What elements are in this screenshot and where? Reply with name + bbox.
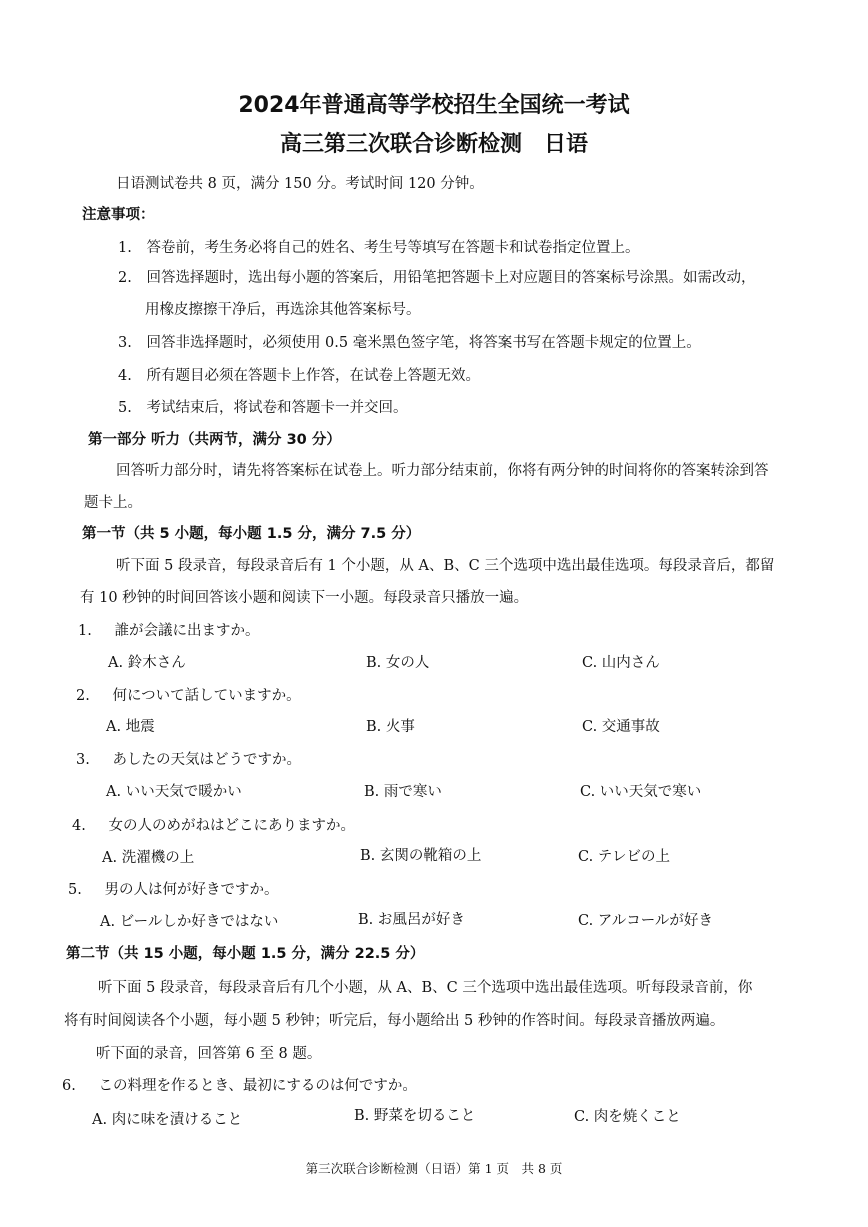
section2-heading: 第二节（共 15 小题，每小题 1.5 分，满分 22.5 分） — [66, 946, 425, 962]
note-item-4 — [118, 364, 480, 385]
question-5 — [68, 878, 278, 899]
section2-desc-line2: 将有时间阅读各个小题，每小题 5 秒钟；听完后，每小题给出 5 秒钟的作答时间。每段录音播放两遍。 — [64, 1013, 725, 1029]
question-number: 3. — [76, 752, 90, 768]
q6-option-a: A. 肉に味を漬けること — [92, 1112, 243, 1128]
section2-desc-line1: 听下面 5 段录音，每段录音后有几个小题，从 A、B、C 三个选项中选出最佳选项。听每段录音前，你 — [98, 980, 753, 996]
question-text: 何について話していますか。 — [112, 688, 301, 704]
page-title-line2: 高三第三次联合诊断检测 日语 — [279, 132, 588, 157]
note-number: 5. — [118, 400, 132, 416]
note-number: 4. — [118, 368, 132, 384]
section1-heading: 第一节（共 5 小题，每小题 1.5 分，满分 7.5 分） — [82, 526, 421, 542]
q2-option-b: B. 火事 — [366, 719, 415, 735]
note-item-2 — [118, 266, 755, 287]
question-number: 5. — [68, 882, 82, 898]
section2-sub-instruction: 听下面的录音，回答第 6 至 8 题。 — [96, 1046, 322, 1062]
q4-option-a: A. 洗濯機の上 — [102, 850, 195, 866]
question-number: 1. — [78, 623, 92, 639]
question-6 — [62, 1074, 417, 1095]
q3-option-b: B. 雨で寒い — [364, 784, 442, 800]
q6-option-b: B. 野菜を切ること — [354, 1108, 476, 1124]
q4-option-c: C. テレビの上 — [578, 849, 671, 865]
note-item-2-continued: 用橡皮擦擦干净后，再选涂其他答案标号。 — [145, 302, 421, 318]
q1-option-a: A. 鈴木さん — [108, 655, 186, 671]
note-item-3 — [118, 331, 701, 352]
note-item-1 — [118, 236, 639, 257]
q5-option-b: B. お風呂が好き — [358, 912, 465, 928]
question-4 — [72, 814, 355, 835]
question-number: 2. — [76, 688, 90, 704]
question-text: 女の人のめがねはどこにありますか。 — [108, 818, 355, 834]
part1-heading: 第一部分 听力（共两节，满分 30 分） — [88, 432, 341, 448]
question-number: 6. — [62, 1078, 76, 1094]
note-number: 2. — [118, 270, 132, 286]
part1-desc-line1: 回答听力部分时，请先将答案标在试卷上。听力部分结束前，你将有两分钟的时间将你的答案转涂到答 — [116, 463, 769, 479]
notes-heading: 注意事项： — [82, 207, 155, 223]
note-text: 回答选择题时，选出每小题的答案后，用铅笔把答题卡上对应题目的答案标号涂黑。如需改动， — [146, 270, 756, 286]
question-1 — [78, 619, 259, 640]
note-number: 1. — [118, 240, 132, 256]
intro-text: 日语测试卷共 8 页，满分 150 分。考试时间 120 分钟。 — [116, 176, 484, 192]
q3-option-c: C. いい天気で寒い — [580, 784, 702, 800]
note-text: 考试结束后，将试卷和答题卡一并交回。 — [146, 400, 408, 416]
question-number: 4. — [72, 818, 86, 834]
q1-option-c: C. 山内さん — [582, 655, 660, 671]
question-text: 誰が会議に出ますか。 — [114, 623, 260, 639]
note-item-5 — [118, 396, 407, 417]
note-number: 3. — [118, 335, 132, 351]
question-text: 男の人は何が好きですか。 — [104, 882, 279, 898]
note-text: 答卷前，考生务必将自己的姓名、考生号等填写在答题卡和试卷指定位置上。 — [146, 240, 640, 256]
q3-option-a: A. いい天気で暖かい — [106, 784, 242, 800]
question-3 — [76, 748, 301, 769]
section1-desc-line1: 听下面 5 段录音，每段录音后有 1 个小题，从 A、B、C 三个选项中选出最佳选项。每段录音后，都留 — [116, 558, 775, 574]
note-text: 所有题目必须在答题卡上作答，在试卷上答题无效。 — [146, 368, 480, 384]
part1-desc-line2: 题卡上。 — [84, 495, 142, 511]
q2-option-a: A. 地震 — [106, 719, 155, 735]
question-text: この料理を作るとき、最初にするのは何ですか。 — [98, 1078, 417, 1094]
page-title-line1: 2024年普通高等学校招生全国统一考试 — [238, 93, 630, 118]
note-text: 回答非选择题时，必须使用 0.5 毫米黑色签字笔，将答案书写在答题卡规定的位置上。 — [146, 335, 701, 351]
q2-option-c: C. 交通事故 — [582, 719, 660, 735]
q6-option-c: C. 肉を焼くこと — [574, 1109, 681, 1125]
question-2 — [76, 684, 301, 705]
question-text: あしたの天気はどうですか。 — [112, 752, 301, 768]
q5-option-c: C. アルコールが好き — [578, 913, 713, 929]
page-footer: 第三次联合诊断检测（日语）第 1 页 共 8 页 — [305, 1161, 563, 1176]
section1-desc-line2: 有 10 秒钟的时间回答该小题和阅读下一小题。每段录音只播放一遍。 — [80, 590, 529, 606]
q4-option-b: B. 玄関の靴箱の上 — [360, 848, 482, 864]
q5-option-a: A. ビールしか好きではない — [100, 914, 279, 930]
q1-option-b: B. 女の人 — [366, 655, 430, 671]
